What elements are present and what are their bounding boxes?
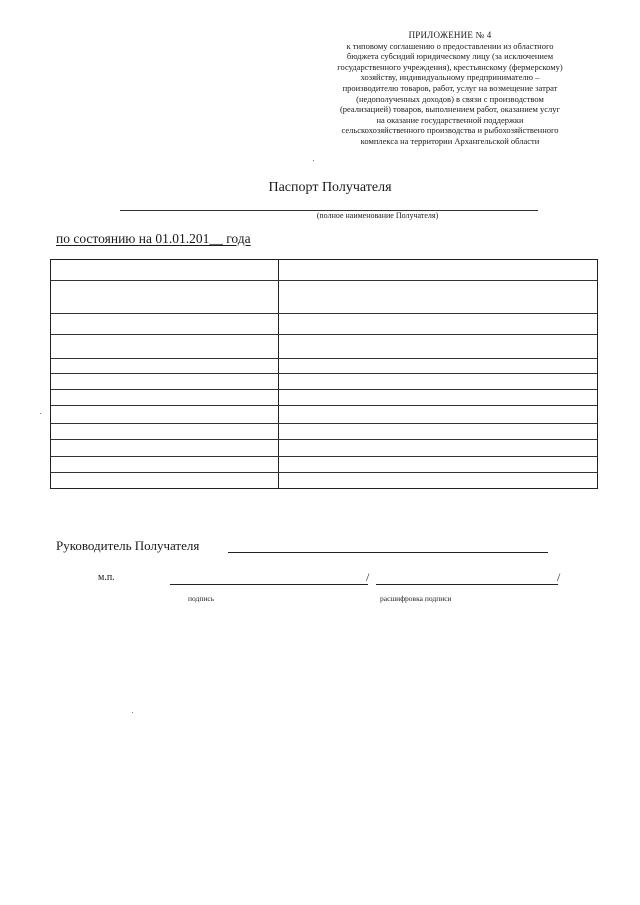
signature-decoding-caption: расшифровка подписи <box>380 594 452 603</box>
table-row-line <box>51 334 597 335</box>
table-row-line <box>51 373 597 374</box>
table-row-line <box>51 456 597 457</box>
separator-slash: / <box>557 570 561 584</box>
scan-speck <box>132 712 133 713</box>
table-row-line <box>51 439 597 440</box>
appendix-line: комплекса на территории Архангельской области <box>360 135 540 146</box>
appendix-title: ПРИЛОЖЕНИЕ № 4 <box>408 30 492 40</box>
table-row-line <box>51 405 597 406</box>
appendix-line: сельскохозяйственного производства и рыбохозяйственного <box>341 125 559 136</box>
scan-speck <box>313 160 314 161</box>
signature-caption: подпись <box>188 594 215 603</box>
signature-decoding-line <box>376 584 558 585</box>
passport-table <box>50 259 598 489</box>
passport-title: Паспорт Получателя <box>268 180 392 195</box>
table-row-line <box>51 280 597 281</box>
appendix-line: на оказание государственной поддержки <box>376 114 524 125</box>
signature-line <box>170 584 368 585</box>
appendix-line: (реализацией) товаров, выполнением работ, оказанием услуг <box>339 104 561 115</box>
separator-slash: / <box>366 570 370 584</box>
appendix-line: бюджета субсидий юридическому лицу (за исключением <box>346 51 554 62</box>
appendix-line: (недополученных доходов) в связи с производством <box>356 93 544 104</box>
recipient-name-caption: (полное наименование Получателя) <box>316 211 439 220</box>
stamp-place-label: м.п. <box>98 572 115 583</box>
appendix-line: производителю товаров, работ, услуг на возмещение затрат <box>342 82 558 93</box>
table-column-divider <box>278 260 279 488</box>
appendix-header <box>300 30 600 147</box>
table-row-line <box>51 472 597 473</box>
scan-speck <box>40 413 41 414</box>
appendix-line: к типовому соглашению о предоставлении из областного <box>346 40 554 51</box>
table-row-line <box>51 423 597 424</box>
head-of-recipient-line <box>228 552 548 553</box>
appendix-line: хозяйству, индивидуальному предпринимателю – <box>360 72 540 83</box>
table-row-line <box>51 313 597 314</box>
head-of-recipient-label: Руководитель Получателя <box>56 538 200 553</box>
as-of-date-line: по состоянию на 01.01.201__ года <box>56 231 251 246</box>
appendix-line: государственного учреждения), крестьянскому (фермерскому) <box>337 61 563 72</box>
table-row-line <box>51 358 597 359</box>
table-row-line <box>51 389 597 390</box>
